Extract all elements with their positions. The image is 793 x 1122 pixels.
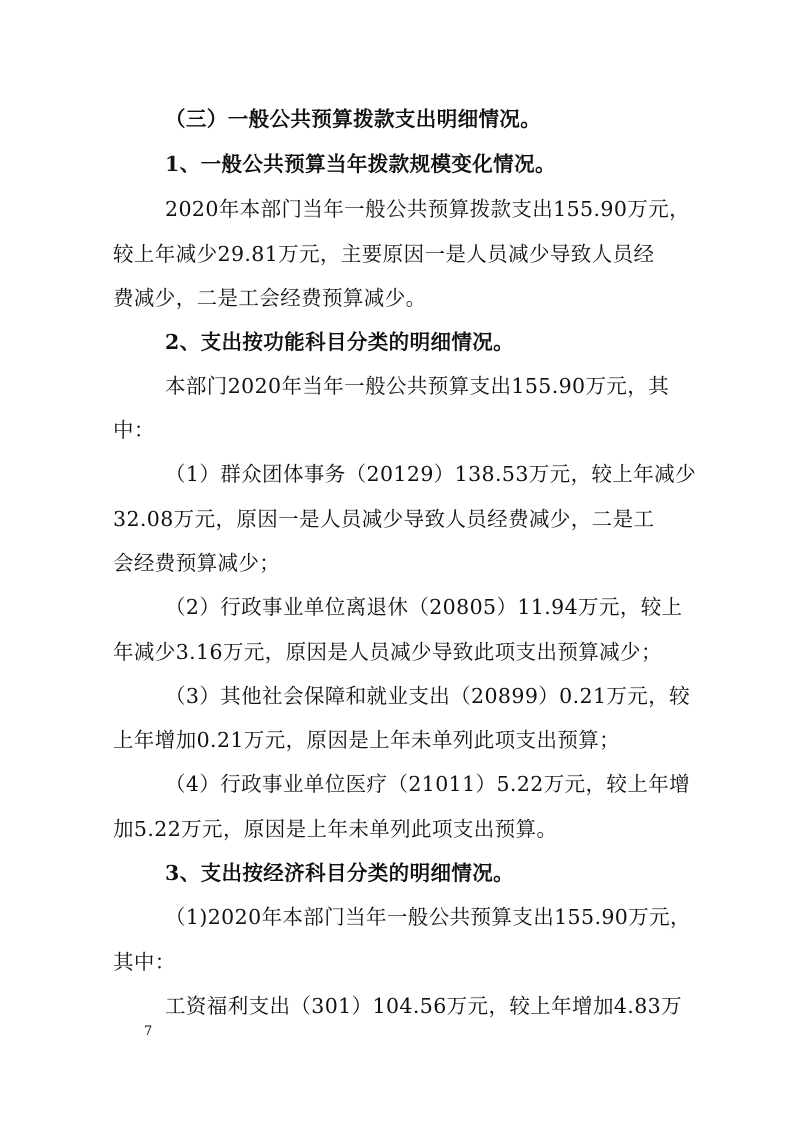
section-heading: （三）一般公共预算拨款支出明细情况。 <box>165 107 542 131</box>
paragraph-3-line-2: 其中： <box>113 950 176 974</box>
paragraph-1-line-3: 费减少，二是工会经费预算减少。 <box>113 286 427 310</box>
item-2-line-2: 年减少3.16万元，原因是人员减少导致此项支出预算减少； <box>113 640 662 664</box>
item-4-line-1: （4）行政事业单位医疗（21011）5.22万元，较上年增 <box>165 772 690 796</box>
item-2-line-1: （2）行政事业单位离退休（20805）11.94万元，较上 <box>165 595 683 619</box>
paragraph-2-line-1: 本部门2020年当年一般公共预算支出155.90万元，其 <box>165 374 670 398</box>
paragraph-2-line-2: 中： <box>113 418 155 442</box>
item-3-line-1: （3）其他社会保障和就业支出（20899）0.21万元，较 <box>165 684 690 708</box>
item-3-line-2: 上年增加0.21万元，原因是上年未单列此项支出预算； <box>113 728 621 752</box>
item-1-line-2: 32.08万元，原因一是人员减少导致人员经费减少，二是工 <box>113 507 655 531</box>
item-1-line-3: 会经费预算减少； <box>113 551 281 575</box>
paragraph-1-line-2: 较上年减少29.81万元，主要原因一是人员减少导致人员经 <box>113 242 655 266</box>
paragraph-1-line-1: 2020年本部门当年一般公共预算拨款支出155.90万元， <box>165 197 690 221</box>
subsection-3-title: 3、支出按经济科目分类的明细情况。 <box>165 861 515 885</box>
subsection-2-title: 2、支出按功能科目分类的明细情况。 <box>165 330 515 354</box>
page-number: 7 <box>144 1024 153 1039</box>
paragraph-3-line-1: （1)2020年本部门当年一般公共预算支出155.90万元， <box>165 905 691 929</box>
subsection-1-title: 1、一般公共预算当年拨款规模变化情况。 <box>165 152 556 176</box>
item-1-line-1: （1）群众团体事务（20129）138.53万元，较上年减少 <box>165 462 696 486</box>
paragraph-4-line-1: 工资福利支出（301）104.56万元，较上年增加4.83万 <box>165 994 683 1018</box>
item-4-line-2: 加5.22万元，原因是上年未单列此项支出预算。 <box>113 817 558 841</box>
